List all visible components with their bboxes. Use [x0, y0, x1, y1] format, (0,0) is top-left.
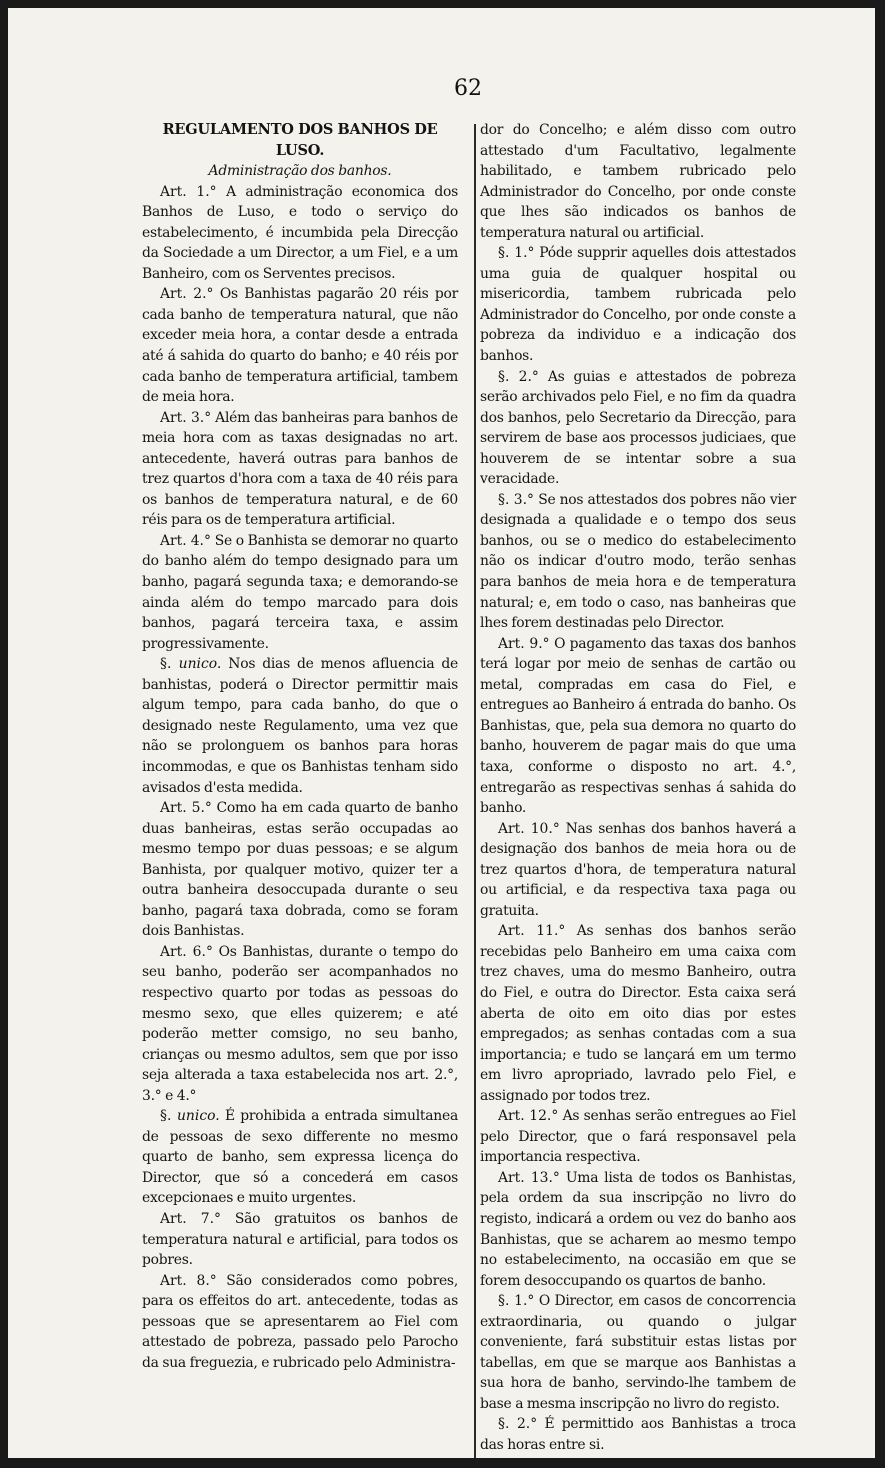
article-label: §. 3.° — [498, 491, 534, 508]
article-label: Art. 9.° — [498, 635, 550, 652]
article-paragraph — [142, 1271, 458, 1374]
article-text: Os Banhistas, durante o tempo do seu banho, poderão ser acompanhados no respectivo quarto por todas as pessoas do mesmo sexo, que elles quizerem; e até poderão metter comsigo, no seu banho, crianças ou mesmo adultos, sem que por isso seja alterada a taxa estabelecida nos art. 2.°, 3.° e 4.° — [142, 943, 458, 1104]
article-paragraph — [142, 408, 458, 531]
article-text: São gratuitos os banhos de temperatura natural e artificial, para todos os pobres. — [142, 1210, 458, 1269]
article-label: Art. 12.° — [498, 1108, 559, 1125]
article-paragraph — [142, 798, 458, 942]
article-label: Art. 5.° — [160, 800, 212, 817]
article-label: Art. 6.° — [160, 943, 213, 960]
article-label: §. 1.° — [498, 245, 535, 262]
article-label: Art. 2.° — [160, 286, 214, 303]
article-text: São considerados como pobres, para os effeitos do art. antecedente, todas as pessoas que se apresentarem ao Fiel com attestado de pobreza, passado pelo Parocho da sua freguezia, e rubricado pelo Administra- — [142, 1272, 458, 1371]
article-text: As guias e attestados de pobreza serão archivados pelo Fiel, e no fim da quadra dos banhos, pelo Secretario da Direcção, para servirem de base aos processos judiciaes, que houverem de se intentar sobre a sua veracidade. — [480, 368, 796, 488]
article-text: É permittido aos Banhistas a troca das horas entre si. — [480, 1416, 796, 1453]
article-label: Art. 11.° — [498, 923, 566, 940]
article-paragraph — [480, 634, 796, 819]
article-text: Se nos attestados dos pobres não vier designada a qualidade e o tempo dos seus banhos, ou se o medico do estabelecimento não os indicar d'outro modo, terão senhas para banhos de meia hora e de temperatura natural; e, em todo o caso, nas banheiras que lhes forem destinadas pelo Director. — [480, 491, 796, 632]
article-text: É prohibida a entrada simultanea de pessoas de sexo differente no mesmo quarto de banho, sem expressa licença do Director, que só a concederá em casos excepcionaes e muito urgentes. — [142, 1108, 458, 1207]
article-paragraph — [480, 921, 796, 1106]
article-label: Art. 4.° — [160, 532, 211, 549]
article-paragraph — [142, 942, 458, 1106]
article-text: O pagamento das taxas dos banhos terá logar por meio de senhas de cartão ou metal, compradas em casa do Fiel, e entregues ao Banheiro á entrada do banho. Os Banhistas, que, pela sua demora no quarto do banho, houverem de pagar mais do que uma taxa, conforme o disposto no art. 4.°, entregarão as respectivas senhas á sahida do banho. — [480, 635, 796, 817]
article-text: dor do Concelho; e além disso com outro attestado d'um Facultativo, legalmente habilitado, e tambem rubricado pelo Administrador do Concelho, por onde conste que lhes são indicados os banhos de temperatura natural ou artificial. — [480, 122, 796, 241]
article-paragraph — [480, 819, 796, 922]
document-title: REGULAMENTO DOS BANHOS DE LUSO. — [162, 121, 438, 159]
article-paragraph — [142, 654, 458, 798]
article-paragraph — [142, 1106, 458, 1209]
article-label: Art. 1.° — [160, 183, 217, 200]
article-paragraph — [480, 1106, 796, 1168]
article-paragraph — [142, 182, 458, 285]
article-text: Póde supprir aquelles dois attestados uma guia de qualquer hospital ou misericordia, tambem rubricada pelo Administrador do Concelho, por onde conste a pobreza da individuo e a indicação dos banhos. — [480, 245, 796, 365]
section-subtitle: Administração dos banhos. — [208, 163, 392, 180]
article-label: §. unico. — [160, 656, 222, 673]
article-paragraph — [480, 1414, 796, 1455]
article-label: §. 2.° — [498, 368, 539, 385]
article-text: O Director, em casos de concorrencia extraordinaria, ou quando o julgar conveniente, fará substituir estas listas por tabellas, em que se marque aos Banhistas a sua hora de banho, servindo-lhe tambem de base a mesma inscripção no livro do registo. — [480, 1293, 796, 1412]
article-label: Art. 13.° — [498, 1169, 560, 1186]
article-paragraph — [142, 284, 458, 407]
article-label: Art. 10.° — [498, 820, 560, 837]
left-column — [142, 120, 458, 1373]
article-text: Nos dias de menos afluencia de banhistas, poderá o Director permittir mais algum tempo, para cada banho, do que o designado neste Regulamento, uma vez que não se prolonguem os banhos para horas incommodas, e que os Banhistas tenham sido avisados d'esta medida. — [142, 656, 458, 796]
document-page — [8, 8, 875, 1458]
article-text: Se o Banhista se demorar no quarto do banho além do tempo designado para um banho, pagará segunda taxa; e demorando-se ainda além do tempo marcado para dois banhos, pagará terceira taxa, e assim progressivamente. — [142, 532, 458, 652]
column-divider — [474, 124, 476, 1458]
right-paragraphs — [480, 120, 796, 1456]
article-paragraph — [480, 367, 796, 490]
article-text: Como ha em cada quarto de banho duas banheiras, estas serão occupadas ao mesmo tempo por duas pessoas; e se algum Banhista, por qualquer motivo, quizer ter a outra banheira desoccupada durante o seu banho, pagará taxa dobrada, como se foram dois Banhistas. — [142, 800, 458, 940]
article-text: Uma lista de todos os Banhistas, pela ordem da sua inscripção no livro do registo, indicará a ordem ou vez do banho aos Banhistas, que se acharem ao mesmo tempo no estabelecimento, na occasião em que se forem desoccupando os quartos de banho. — [480, 1169, 797, 1289]
article-label: §. 1.° — [498, 1293, 535, 1310]
article-text: As senhas serão entregues ao Fiel pelo Director, que o fará responsavel pela importancia respectiva. — [480, 1108, 796, 1166]
article-text: Além das banheiras para banhos de meia hora com as taxas designadas no art. antecedente, haverá outras para banhos de trez quartos d'hora com a taxa de 40 réis para os banhos de temperatura natural, e de 60 réis para os de temperatura artificial. — [142, 409, 458, 529]
left-paragraphs — [142, 182, 458, 1374]
article-text: A administração economica dos Banhos de Luso, e todo o serviço do estabelecimento, é incumbida pela Direcção da Sociedade a um Director, a um Fiel, e a um Banheiro, com os Serventes precisos. — [142, 183, 458, 282]
article-label: §. 2.° — [498, 1416, 538, 1433]
article-paragraph — [142, 531, 458, 654]
article-text: Nas senhas dos banhos haverá a designação dos banhos de meia hora ou de trez quartos d'hora, de temperatura natural ou artificial, e da respectiva taxa paga ou gratuita. — [480, 820, 797, 919]
article-text: As senhas dos banhos serão recebidas pelo Banheiro em uma caixa com trez chaves, uma do mesmo Banheiro, outra do Fiel, e outra do Director. Esta caixa será aberta de oito em oito dias por estes empregados; as senhas contadas com a sua importancia; e tudo se lançará em um termo em livro apropriado, lavrado pelo Fiel, e assignado por todos trez. — [480, 923, 797, 1104]
page-number: 62 — [454, 76, 482, 101]
article-paragraph — [480, 1168, 796, 1291]
article-paragraph — [480, 490, 796, 634]
article-paragraph — [480, 120, 796, 243]
article-label: Art. 3.° — [160, 409, 212, 426]
article-text: Os Banhistas pagarão 20 réis por cada banho de temperatura natural, que não exceder meia hora, a contar desde a entrada até á sahida do quarto do banho; e 40 réis por cada banho de temperatura artificial, tambem de meia hora. — [142, 286, 459, 406]
article-paragraph — [480, 243, 796, 366]
article-paragraph — [142, 1209, 458, 1271]
article-paragraph — [480, 1291, 796, 1414]
article-label: Art. 7.° — [160, 1210, 221, 1227]
article-label: Art. 8.° — [160, 1272, 217, 1289]
right-column — [480, 120, 796, 1456]
article-label: §. unico. — [160, 1108, 220, 1125]
